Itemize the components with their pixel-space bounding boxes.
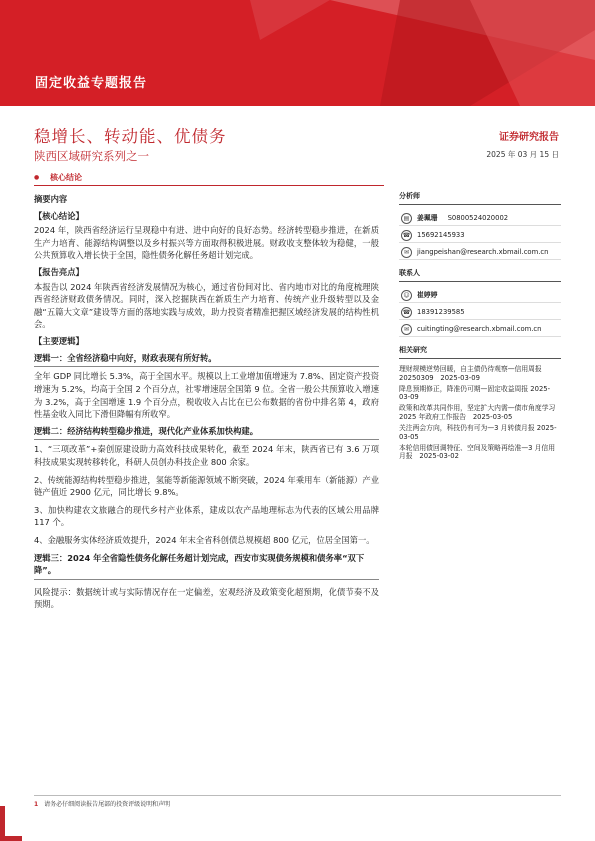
- page-footer: [34, 799, 170, 808]
- logic-one-paragraph: 全年 GDP 同比增长 5.3%，高于全国水平。规模以上工业增加值增速为 7.8%、固定资产投资增速为 5.2%，均高于全国 2 个百分点，社零增速居全国第 9 位。全省一般公共预算收入增速为 3.2%，高于全国增速 1.9 个百分点，税收收入占比在已公布数据的省份中排名第 4，政府性基金收入同比下滑但降幅有所收窄。: [34, 371, 379, 420]
- logic-one-title: 逻辑一：全省经济稳中向好，财政表现有所好转。: [34, 352, 379, 368]
- analyst-phone: 15692145933: [417, 231, 465, 239]
- related-report-link[interactable]: 理财规模逆势回暖，自主债仍待观察—信用周报 20250309 2025-03-09: [399, 365, 542, 382]
- id-card-icon: ▤: [401, 213, 412, 224]
- logic-two-item: 1、“三项改革”+秦创原建设助力高效科技成果转化，截至 2024 年末，陕西省已有 3.6 万项科技成果实现转移转化，科研人员创办科技企业 800 余家。: [34, 444, 379, 467]
- contact-heading: 联系人: [399, 268, 561, 282]
- contact-phone: 18391239585: [417, 308, 465, 316]
- email-icon: ✉: [401, 324, 412, 335]
- summary-column: [34, 193, 379, 611]
- contact-phone-row: [399, 305, 561, 320]
- analyst-email[interactable]: jiangpeishan@research.xbmail.com.cn: [417, 248, 549, 256]
- logic-two-item: 2、传统能源结构转型稳步推进，氢能等新能源领域不断突破，2024 年乘用车（新能源）产业链产值近 2900 亿元，同比增长 9.8%。: [34, 474, 379, 498]
- summary-title: 摘要内容: [34, 194, 68, 204]
- page-subtitle: 陕西区域研究系列之一: [34, 149, 149, 163]
- report-category: 固定收益专题报告: [35, 76, 148, 91]
- related-report-link[interactable]: 本轮信用债回调特征、空间及策略再绘准—3 月信用月报 2025-03-02: [399, 443, 556, 461]
- contact-email-row: [399, 322, 561, 337]
- logic-three-title: 逻辑三：2024 年全省隐性债务化解任务超计划完成，西安市实现债务规模和债务率“双下降”。: [34, 552, 379, 580]
- phone-icon: ☎: [402, 232, 411, 239]
- disclaimer-notice: 请务必仔细阅读报告尾部的投资评级说明和声明: [44, 801, 171, 808]
- doc-type-label: 证券研究报告: [499, 132, 559, 143]
- footer-divider: [34, 795, 561, 796]
- logic-two-item: 4、金融服务实体经济质效提升，2024 年末全省科创债总规模超 800 亿元，位居全国第一。: [34, 535, 375, 546]
- phone-icon: ☎: [402, 309, 411, 316]
- highlight-paragraph: 本报告以 2024 年陕西省经济发展情况为核心，通过省份间对比、省内地市对比的角度梳理陕西省经济财政债务情况。同时，深入挖掘陕西在新质生产力培育、传统产业升级转型以及金融“五篇大文章”建设等方面的落地实践与成效，助力投资者精准把握区域经济发展的结构性机会。: [34, 281, 379, 330]
- logic-two-title: 逻辑二：经济结构转型稳步推进，现代化产业体系加快构建。: [34, 425, 379, 441]
- person-icon: ☺: [401, 290, 412, 301]
- related-report-link[interactable]: 政策和改革共同作用，坚定扩大内需—债市角度学习 2025 年政府工作报告 2025-03-05: [399, 404, 556, 422]
- page-number: 1: [34, 801, 39, 808]
- contact-name-row: [399, 288, 561, 303]
- related-heading: 相关研究: [399, 345, 561, 359]
- analyst-name: 姜珮珊: [417, 214, 438, 222]
- sidebar: [399, 191, 561, 463]
- email-icon: ✉: [401, 247, 412, 258]
- section-label: 核心结论: [50, 173, 82, 182]
- page-title: 稳增长、转动能、优债务: [34, 127, 227, 146]
- related-report-link[interactable]: 关注两会方向，科技仍有可为—3 月转债月报 2025-03-05: [399, 423, 557, 441]
- logic-two-item: 3、加快构建农文旅融合的现代乡村产业体系，建成以农产品地理标志为代表的区域公用品牌 117 个。: [34, 504, 379, 528]
- analyst-cert: S0800524020002: [447, 214, 509, 222]
- highlight-heading: 【报告亮点】: [34, 267, 84, 278]
- related-report-link[interactable]: 降息预期修正，降准仍可期—固定收益周报 2025-03-09: [399, 384, 551, 402]
- section-header: [34, 172, 384, 186]
- header-banner: [0, 0, 595, 106]
- contact-email[interactable]: cuitingting@research.xbmail.com.cn: [417, 325, 542, 333]
- logic-heading: 【主要逻辑】: [34, 336, 84, 347]
- report-date: 2025 年 03 月 15 日: [486, 150, 559, 159]
- analyst-heading: 分析师: [399, 191, 561, 205]
- corner-decoration: [0, 806, 22, 841]
- core-paragraph: 2024 年，陕西省经济运行呈现稳中有进、进中向好的良好态势。经济转型稳步推进，在新质生产力培育、能源结构调整以及乡村振兴等方面取得积极进展。财政收支整体较为稳健，一般公共预算收入增长快于全国，隐性债务化解任务超计划完成。: [34, 225, 379, 261]
- bullet-icon: ●: [34, 174, 40, 181]
- core-heading: 【核心结论】: [34, 210, 84, 221]
- analyst-phone-row: [399, 228, 561, 243]
- contact-name: 崔婷婷: [417, 291, 438, 299]
- risk-warning: 风险提示：数据统计或与实际情况存在一定偏差，宏观经济及政策变化超预期，化债节奏不及预期。: [34, 586, 379, 610]
- analyst-cert-row: [399, 211, 561, 226]
- analyst-email-row: [399, 245, 561, 260]
